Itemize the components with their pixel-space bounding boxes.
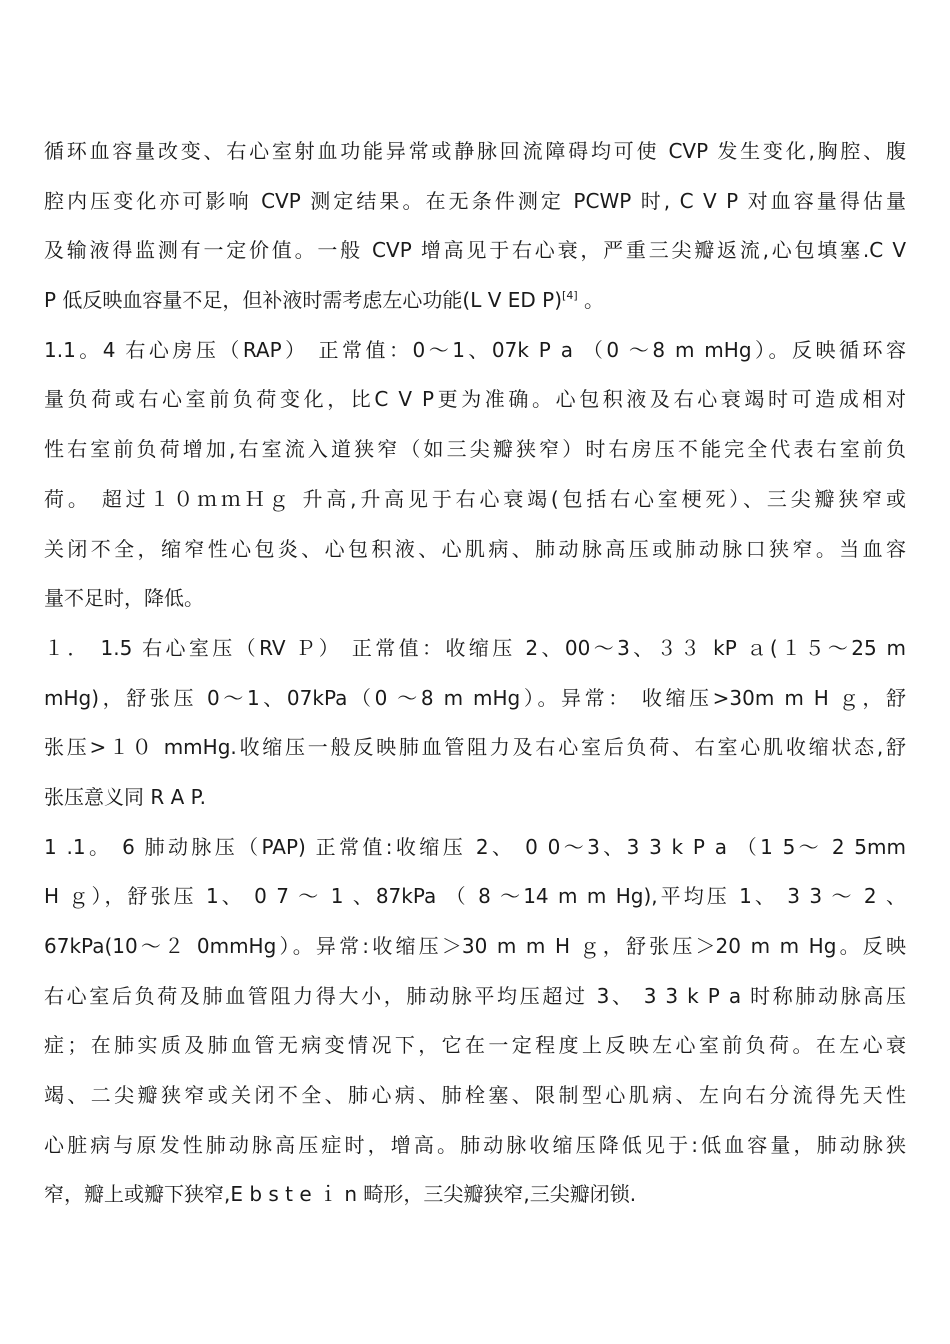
citation-marker: [4]	[562, 289, 578, 303]
text-line	[44, 475, 906, 525]
text-line-content: P 低反映血容量不足，但补液时需考虑左心功能(L V ED P)	[44, 288, 563, 313]
text-line	[44, 674, 906, 724]
text-line	[44, 872, 906, 922]
text-line	[44, 425, 906, 475]
text-line	[44, 1071, 906, 1121]
text-line-content: 量不足时，降低。	[44, 586, 204, 611]
text-line	[44, 525, 906, 575]
text-line-content: mHg)，舒张压 0～1、07kPa（0 ～8 m mHg）。异常： 收缩压>30m m H ｇ，舒	[44, 685, 906, 710]
text-line	[44, 127, 906, 177]
text-line	[44, 723, 906, 773]
text-line-content: 关闭不全，缩窄性心包炎、心包积液、心肌病、肺动脉高压或肺动脉口狭窄。当血容	[44, 536, 906, 561]
text-line	[44, 276, 906, 326]
text-line	[44, 1121, 906, 1171]
text-line	[44, 574, 906, 624]
text-line-content: 67kPa(10～２ 0mmHg）。异常:收缩压＞30 m m H ｇ，舒张压＞20 m m Hg。反映	[44, 934, 906, 958]
text-line-content: 1 .1。 6 肺动脉压（PAP) 正常值:收缩压 2、 0 0～3、3 3 k P a （1 5～ 2 5mm	[44, 834, 906, 859]
text-line-content: 腔内压变化亦可影响 CVP 测定结果。在无条件测定 PCWP 时, C V P 对血容量得估量	[44, 188, 906, 213]
text-line-content: 荷。 超过１０ｍｍＨｇ 升高,升高见于右心衰竭(包括右心室梗死）、三尖瓣狭窄或	[44, 486, 906, 511]
text-line	[44, 326, 906, 376]
text-line-content: 张压意义同 R A P.	[44, 784, 206, 809]
text-line	[44, 1021, 906, 1071]
text-line	[44, 375, 906, 425]
text-line	[44, 823, 906, 873]
text-line	[44, 177, 906, 227]
text-line-content: 竭、二尖瓣狭窄或关闭不全、肺心病、肺栓塞、限制型心肌病、左向右分流得先天性	[44, 1083, 906, 1108]
text-line-tail: 。	[577, 288, 604, 313]
text-line	[44, 773, 906, 823]
text-line-content: 循环血容量改变、右心室射血功能异常或静脉回流障碍均可使 CVP 发生变化,胸腔、腹	[44, 139, 906, 163]
text-line	[44, 226, 906, 276]
text-line-content: 症；在肺实质及肺血管无病变情况下，它在一定程度上反映左心室前负荷。在左心衰	[44, 1033, 906, 1058]
text-line-content: 右心室后负荷及肺血管阻力得大小，肺动脉平均压超过 3、 3 3 k P a 时称肺动脉高压	[44, 983, 906, 1008]
text-line-content: 1.1。4 右心房压（RAP） 正常值：0～1、07k P a （0 ～8 m mHg）。反映循环容	[44, 337, 906, 362]
text-line-content: 性右室前负荷增加,右室流入道狭窄（如三尖瓣狭窄）时右房压不能完全代表右室前负	[44, 437, 906, 462]
text-line	[44, 972, 906, 1022]
text-line-content: 及输液得监测有一定价值。一般 CVP 增高见于右心衰，严重三尖瓣返流,心包填塞.C V	[44, 238, 906, 263]
text-line-content: 量负荷或右心室前负荷变化，比C V P更为准确。心包积液及右心衰竭时可造成相对	[44, 387, 906, 412]
text-line	[44, 922, 906, 972]
text-line	[44, 1170, 906, 1220]
text-line-content: 心脏病与原发性肺动脉高压症时，增高。肺动脉收缩压降低见于:低血容量，肺动脉狭	[44, 1132, 906, 1157]
body-text	[44, 127, 906, 1220]
text-line	[44, 624, 906, 674]
text-line-content: H ｇ），舒张压 1、 0 7 ～ 1 、87kPa （ 8 ～14 m m Hg),平均压 1、 3 3 ～ 2 、	[44, 884, 906, 909]
text-line-content: 窄，瓣上或瓣下狭窄,E b s t e ｉ n 畸形，三尖瓣狭窄,三尖瓣闭锁.	[44, 1182, 637, 1207]
text-line-content: 张压>１０ mmHg.收缩压一般反映肺血管阻力及右心室后负荷、右室心肌收缩状态,舒	[44, 735, 906, 760]
text-line-content: １． 1.5 右心室压（RV Ｐ） 正常值：收缩压 2、00～3、３３ kP ａ(１５～25 m	[44, 635, 906, 660]
